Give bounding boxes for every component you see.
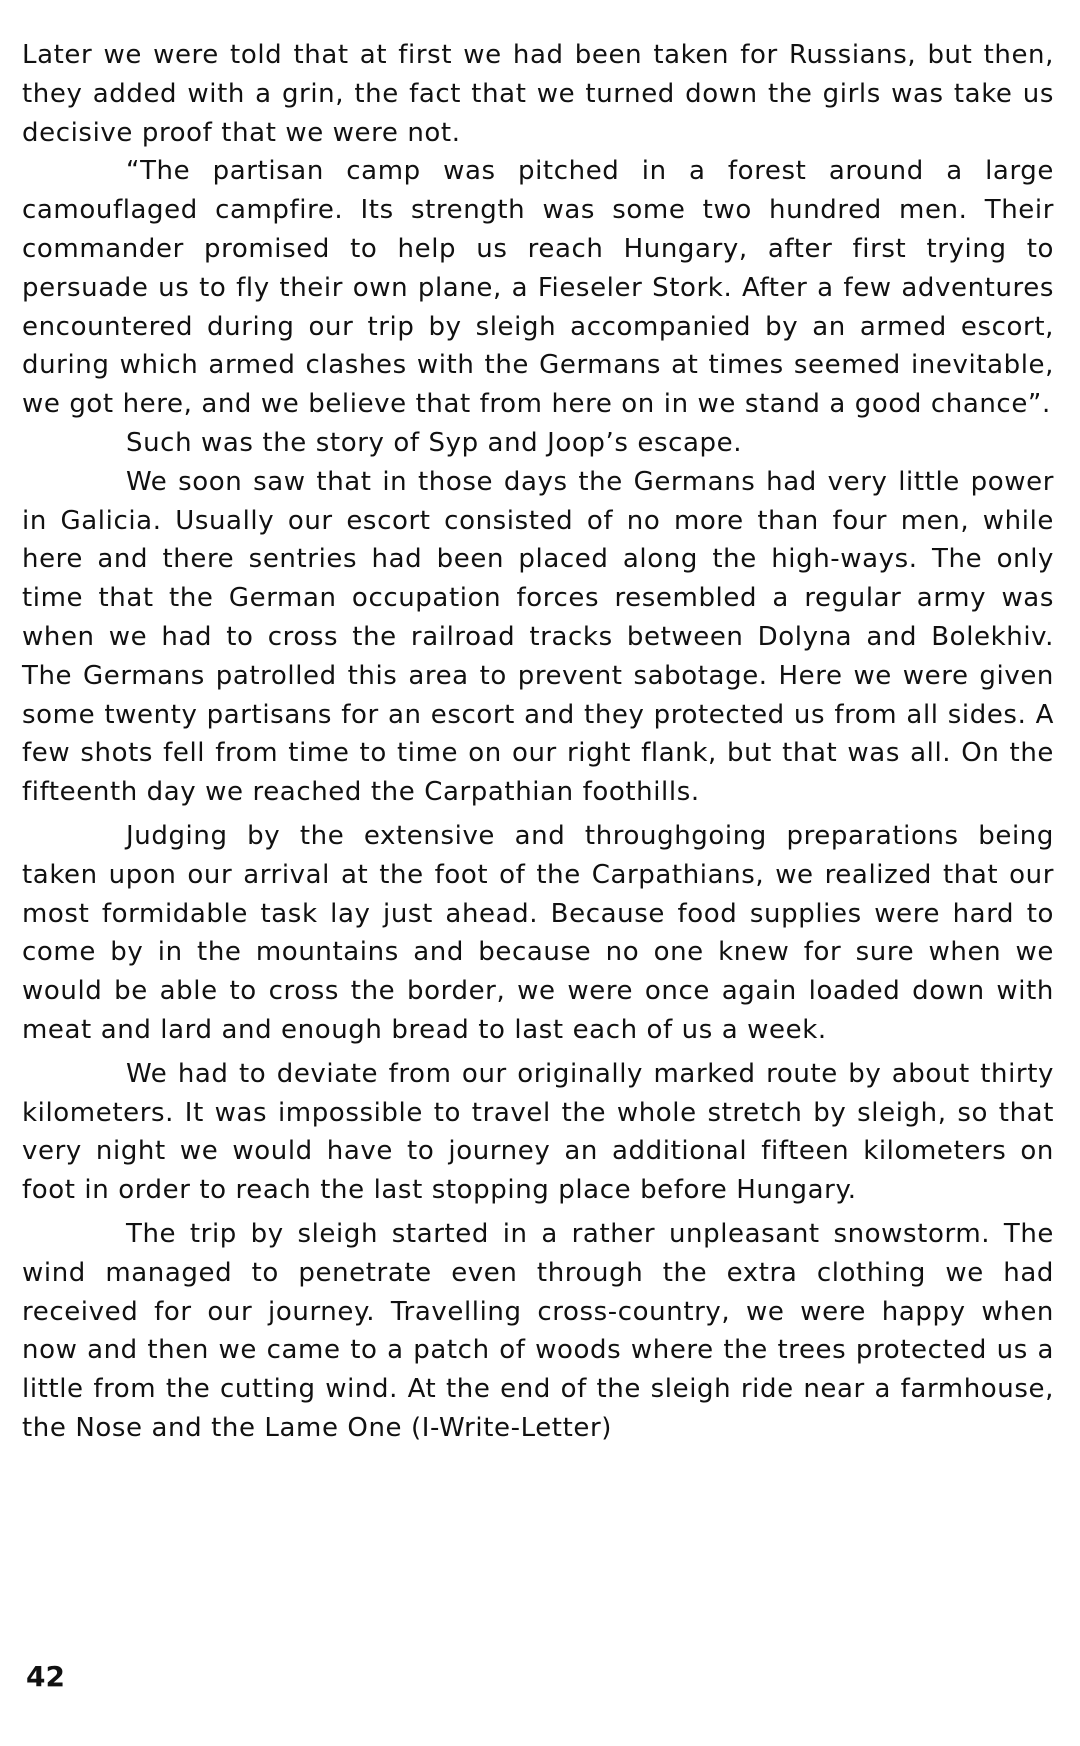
paragraph-2: “The partisan camp was pitched in a forest around a large camouflaged campfire. Its strength was some two hundred men. Their commander promised to help us reach Hungary, after first trying to persuade us to fly their own plane, a Fieseler Stork. After a few adventures encountered during our trip by sleigh accompanied by an armed escort, during which armed clashes with the Germans at times seemed inevitable, we got here, and we believe that from here on in we stand a good chance”.	[22, 156, 1054, 420]
page-body	[22, 36, 1054, 1448]
paragraph-7: The trip by sleigh started in a rather unpleasant snowstorm. The wind managed to penetrate even through the extra clothing we had received for our journey. Travelling cross-country, we were happy when now and then we came to a patch of woods where the trees protected us a little from the cutting wind. At the end of the sleigh ride near a farmhouse, the Nose and the Lame One (I-Write-Letter)	[22, 1218, 1054, 1443]
paragraph-1: Later we were told that at first we had been taken for Russians, but then, they added with a grin, the fact that we turned down the girls was take us decisive proof that we were not.	[22, 40, 1054, 148]
paragraph-5: Judging by the extensive and throughgoing preparations being taken upon our arrival at the foot of the Carpathians, we realized that our most formidable task lay just ahead. Because food supplies were hard to come by in the mountains and because no one knew for sure when we would be able to cross the border, we were once again loaded down with meat and lard and enough bread to last each of us a week.	[22, 820, 1054, 1045]
page-number: 42	[26, 1660, 65, 1693]
paragraph-6: We had to deviate from our originally marked route by about thirty kilometers. It was impossible to travel the whole stretch by sleigh, so that very night we would have to journey an additional fifteen kilometers on foot in order to reach the last stopping place before Hungary.	[22, 1058, 1054, 1206]
paragraph-3: Such was the story of Syp and Joop’s escape.	[126, 427, 743, 458]
paragraph-4: We soon saw that in those days the Germans had very little power in Galicia. Usually our escort consisted of no more than four men, while here and there sentries had been placed along the high-ways. The only time that the German occupation forces resembled a regular army was when we had to cross the railroad tracks between Dolyna and Bolekhiv. The Germans patrolled this area to prevent sabotage. Here we were given some twenty partisans for an escort and they protected us from all sides. A few shots fell from time to time on our right flank, but that was all. On the fifteenth day we reached the Carpathian foothills.	[22, 466, 1054, 808]
